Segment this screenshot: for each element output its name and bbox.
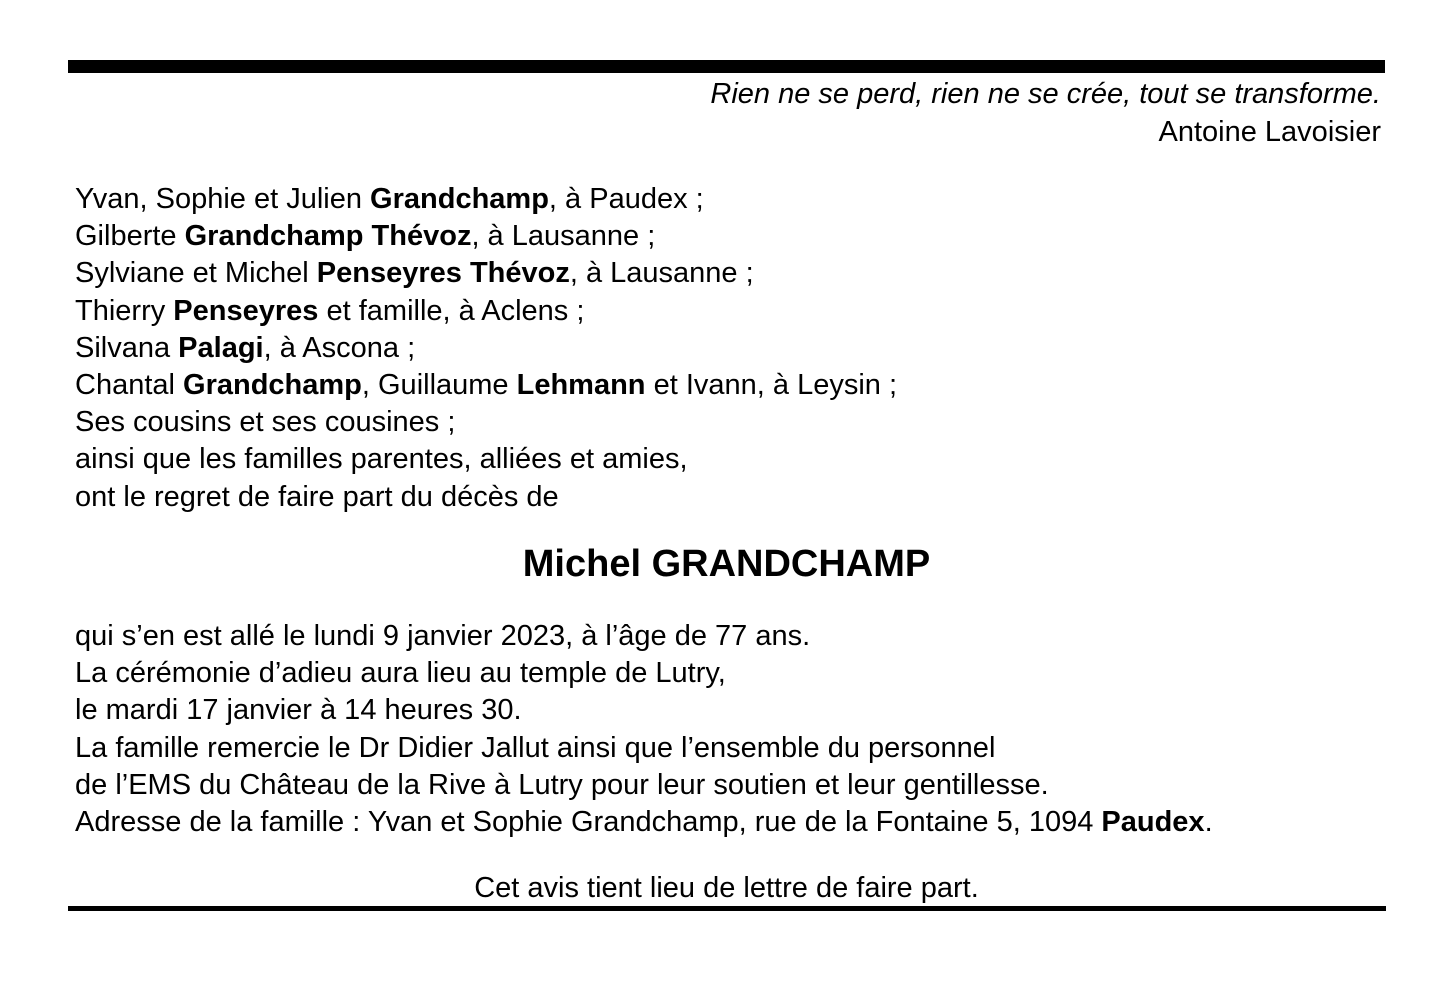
details-line xyxy=(75,804,1213,841)
details-line xyxy=(75,692,1213,729)
emphasized-surname: Palagi xyxy=(178,331,264,364)
text-segment: et famille, à Aclens ; xyxy=(318,294,585,327)
emphasized-surname: Paudex xyxy=(1101,806,1205,839)
text-segment: La famille remercie le Dr Didier Jallut ainsi que l’ensemble du personnel xyxy=(75,731,996,764)
text-segment: qui s’en est allé le lundi 9 janvier 2023, à l’âge de 77 ans. xyxy=(75,620,811,652)
text-segment: , à Ascona ; xyxy=(263,331,416,364)
text-segment: , à Lausanne ; xyxy=(471,220,656,253)
ceremony-details xyxy=(75,618,1213,841)
epigraph-block xyxy=(68,75,1381,151)
text-segment: , Guillaume xyxy=(361,369,517,402)
text-segment: , à Lausanne ; xyxy=(569,257,754,290)
text-segment: de l’EMS du Château de la Rive à Lutry pour leur soutien et leur gentillesse. xyxy=(75,768,1049,801)
details-line xyxy=(75,618,1213,655)
emphasized-surname: Grandchamp xyxy=(183,369,362,402)
text-segment: Gilberte xyxy=(75,220,185,253)
emphasized-surname: Lehmann xyxy=(516,369,646,402)
details-line xyxy=(75,730,1213,767)
text-segment: Silvana xyxy=(75,331,179,364)
family-line xyxy=(75,367,897,404)
text-segment: Thierry xyxy=(75,294,174,327)
family-line xyxy=(75,218,897,255)
family-list xyxy=(75,181,897,516)
family-line xyxy=(75,255,897,292)
emphasized-surname: Penseyres xyxy=(173,294,319,327)
epigraph-quote: Rien ne se perd, rien ne se crée, tout se transforme. xyxy=(710,78,1381,110)
top-divider-rule xyxy=(68,60,1385,73)
text-segment: . xyxy=(1204,806,1213,839)
details-line xyxy=(75,767,1213,804)
family-line xyxy=(75,441,897,478)
text-segment: le mardi 17 janvier à 14 heures 30. xyxy=(75,694,522,727)
emphasized-surname: Grandchamp xyxy=(370,183,549,215)
text-segment: Ses cousins et ses cousines ; xyxy=(75,406,456,439)
family-line xyxy=(75,181,897,218)
emphasized-surname: Grandchamp Thévoz xyxy=(184,220,472,253)
bottom-divider-rule xyxy=(68,906,1386,911)
text-segment: Yvan, Sophie et Julien xyxy=(75,183,371,215)
text-segment: , à Paudex ; xyxy=(548,183,704,215)
text-segment: Sylviane et Michel xyxy=(75,257,317,290)
deceased-name-heading: Michel GRANDCHAMP xyxy=(522,543,931,585)
text-segment: La cérémonie d’adieu aura lieu au temple de Lutry, xyxy=(75,657,726,690)
epigraph-attribution: Antoine Lavoisier xyxy=(1158,116,1381,148)
text-segment: ont le regret de faire part du décès de xyxy=(75,480,559,513)
text-segment: Adresse de la famille : Yvan et Sophie Grandchamp, rue de la Fontaine 5, 1094 xyxy=(75,806,1102,839)
family-line xyxy=(75,404,897,441)
text-segment: Chantal xyxy=(75,369,184,402)
family-line xyxy=(75,479,897,516)
details-line xyxy=(75,655,1213,692)
family-line xyxy=(75,293,897,330)
text-segment: ainsi que les familles parentes, alliées et amies, xyxy=(75,443,688,476)
family-line xyxy=(75,330,897,367)
footer-notice: Cet avis tient lieu de lettre de faire part. xyxy=(474,872,979,904)
text-segment: et Ivann, à Leysin ; xyxy=(645,369,898,402)
emphasized-surname: Penseyres Thévoz xyxy=(316,257,570,290)
